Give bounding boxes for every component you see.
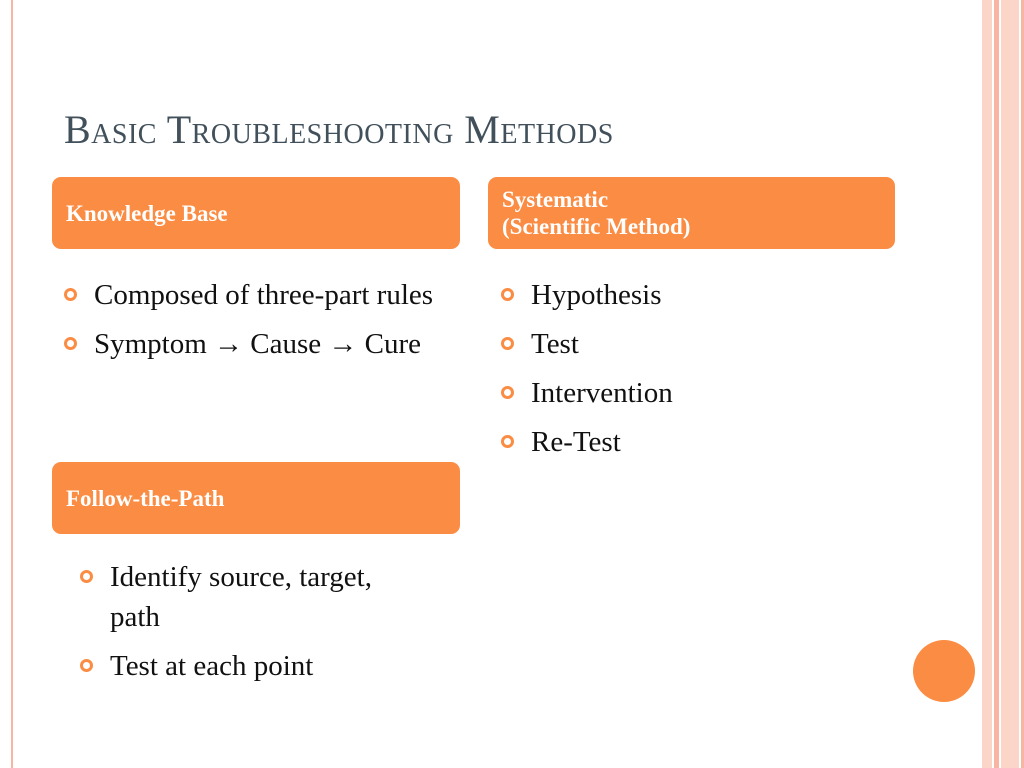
follow-the-path-header: [52, 462, 460, 534]
systematic-header-label: Systematic (Scientific Method): [502, 187, 691, 239]
list-item: [501, 275, 881, 315]
list-item: [80, 646, 420, 686]
bullet-circle-icon: [64, 337, 77, 350]
right-band-3: [1001, 0, 1019, 768]
knowledge-base-header: [52, 177, 460, 249]
bullet-circle-icon: [80, 659, 93, 672]
knowledge-base-header-label: Knowledge Base: [66, 200, 228, 226]
slide-title: Basic Troubleshooting Methods: [64, 107, 614, 152]
bullet-text: Test: [531, 328, 579, 360]
bullet-text: Intervention: [531, 377, 673, 409]
list-item: [501, 373, 881, 413]
list-item: [501, 422, 881, 462]
list-item: [64, 275, 444, 315]
follow-the-path-bullet-list: [80, 557, 420, 695]
bullet-circle-icon: [501, 288, 514, 301]
knowledge-base-bullet-list: [64, 275, 444, 373]
list-item: [64, 324, 444, 364]
decorative-circle: [913, 640, 975, 702]
bullet-text: Symptom → Cause → Cure: [94, 328, 422, 360]
list-item: [501, 324, 881, 364]
bullet-circle-icon: [80, 570, 93, 583]
bullet-circle-icon: [501, 386, 514, 399]
bullet-circle-icon: [501, 435, 514, 448]
bullet-text: Composed of three-part rules: [94, 279, 434, 311]
systematic-header: [488, 177, 895, 249]
list-item: [80, 557, 420, 637]
bullet-text: Hypothesis: [531, 279, 662, 311]
bullet-circle-icon: [501, 337, 514, 350]
right-band-2: [994, 0, 999, 768]
systematic-bullet-list: [501, 275, 881, 471]
bullet-text: Identify source, target, path: [110, 561, 372, 633]
follow-the-path-header-label: Follow-the-Path: [66, 485, 225, 511]
right-band-1: [982, 0, 992, 768]
bullet-circle-icon: [64, 288, 77, 301]
bullet-text: Test at each point: [110, 650, 314, 682]
left-accent-rule: [11, 0, 13, 768]
bullet-text: Re-Test: [531, 426, 621, 458]
